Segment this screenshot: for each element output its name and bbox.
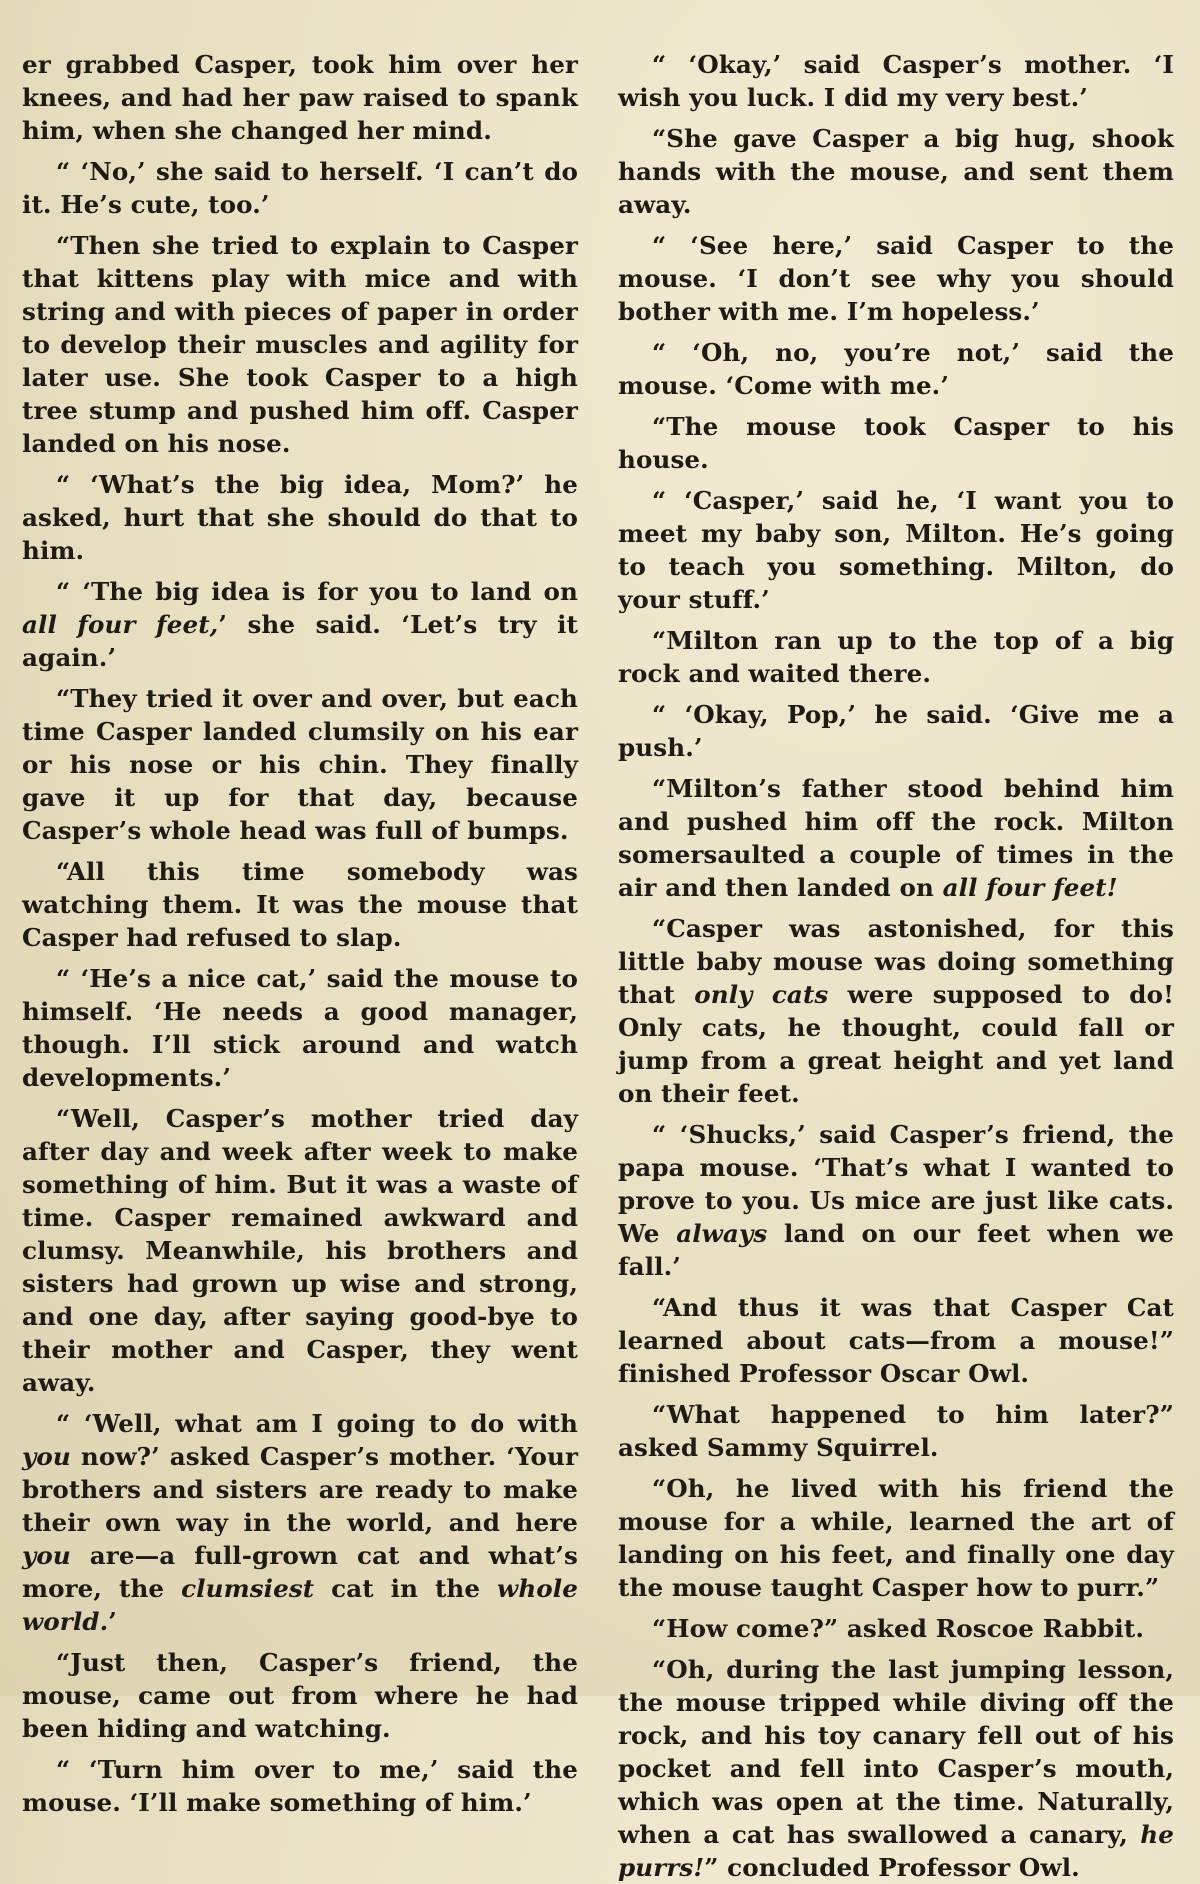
text-run: er grabbed Casper, took him over her knees, and had her paw raised to spank him, when she changed her mind.: [22, 50, 578, 145]
paragraph: [618, 1612, 1174, 1645]
paragraph: [618, 336, 1174, 402]
text-run: “Milton’s father stood behind him and pushed him off the rock. Milton somersaulted a couple of times in the air and then landed on: [618, 774, 1174, 902]
text-run: “ ‘Well, what am I going to do with: [56, 1409, 578, 1438]
text-run: now?’ asked Casper’s mother. ‘Your brothers and sisters are ready to make their own way in the world, and here: [22, 1442, 578, 1537]
text-run: “What happened to him later?” asked Sammy Squirrel.: [618, 1400, 1174, 1462]
italic-text: whole world.: [22, 1574, 578, 1636]
text-run: ’: [108, 1607, 117, 1636]
text-run: “ ‘What’s the big idea, Mom?’ he asked, hurt that she should do that to him.: [22, 470, 578, 565]
text-run: “ ‘Okay, Pop,’ he said. ‘Give me a push.’: [618, 700, 1174, 762]
paragraph: [618, 1653, 1174, 1884]
text-run: “Then she tried to explain to Casper that kittens play with mice and with string and with pieces of paper in order to develop their muscles and agility for later use. She took Casper to a high tree stump and pushed him off. Casper landed on his nose.: [22, 231, 578, 458]
italic-text: he purrs!: [618, 1820, 1174, 1882]
text-run: were supposed to do! Only cats, he thought, could fall or jump from a great height and yet land on their feet.: [618, 980, 1174, 1108]
text-run: “Milton ran up to the top of a big rock and waited there.: [618, 626, 1174, 688]
text-run: “Oh, he lived with his friend the mouse for a while, learned the art of landing on his feet, and finally one day the mouse taught Casper how to purr.”: [618, 1474, 1174, 1602]
text-run: “ ‘Oh, no, you’re not,’ said the mouse. ‘Come with me.’: [618, 338, 1174, 400]
text-run: cat in the: [314, 1574, 498, 1603]
paragraph: [618, 698, 1174, 764]
italic-text: all four feet,: [22, 610, 219, 639]
paragraph: [618, 772, 1174, 904]
text-run: ’ she said. ‘Let’s try it again.’: [22, 610, 578, 672]
italic-text: all four feet!: [942, 873, 1118, 902]
text-run: “ ‘No,’ she said to herself. ‘I can’t do it. He’s cute, too.’: [22, 157, 578, 219]
paragraph: [22, 682, 578, 847]
paragraph: [22, 468, 578, 567]
paragraph: [618, 229, 1174, 328]
text-run: “She gave Casper a big hug, shook hands with the mouse, and sent them away.: [618, 124, 1174, 219]
paragraph: [22, 575, 578, 674]
text-run: “Casper was astonished, for this little baby mouse was doing something that: [618, 914, 1174, 1009]
paragraph: [618, 1118, 1174, 1283]
paragraph: [22, 962, 578, 1094]
paragraph: [22, 1102, 578, 1399]
paragraph: [22, 855, 578, 954]
text-run: “ ‘Turn him over to me,’ said the mouse. ‘I’ll make something of him.’: [22, 1755, 578, 1817]
italic-text: you: [22, 1442, 71, 1471]
text-run: “ ‘The big idea is for you to land on: [56, 577, 578, 606]
italic-text: you: [22, 1541, 71, 1570]
text-run: “All this time somebody was watching them. It was the mouse that Casper had refused to slap.: [22, 857, 578, 952]
text-run: land on our feet when we fall.’: [618, 1219, 1175, 1281]
paragraph: [22, 155, 578, 221]
text-run: are—a full-grown cat and what’s more, the: [22, 1541, 578, 1603]
italic-text: only cats: [694, 980, 829, 1009]
paragraph: [618, 484, 1174, 616]
text-run: “And thus it was that Casper Cat learned about cats—from a mouse!” finished Professor Oscar Owl.: [618, 1293, 1174, 1388]
italic-text: clumsiest: [181, 1574, 315, 1603]
paragraph: [618, 48, 1174, 114]
text-run: “ ‘Casper,’ said he, ‘I want you to meet my baby son, Milton. He’s going to teach you something. Milton, do your stuff.’: [618, 486, 1174, 614]
paragraph: [618, 624, 1174, 690]
paragraph: [22, 1753, 578, 1819]
text-run: “ ‘Shucks,’ said Casper’s friend, the papa mouse. ‘That’s what I wanted to prove to you. Us mice are just like cats. We: [618, 1120, 1174, 1248]
paragraph: [618, 410, 1174, 476]
text-run: “Just then, Casper’s friend, the mouse, came out from where he had been hiding and watching.: [22, 1648, 578, 1743]
text-run: “How come?” asked Roscoe Rabbit.: [652, 1614, 1144, 1643]
paragraph: [618, 1291, 1174, 1390]
paragraph: [22, 229, 578, 460]
text-run: “ ‘See here,’ said Casper to the mouse. ‘I don’t see why you should bother with me. I’m hopeless.’: [618, 231, 1174, 326]
italic-text: always: [676, 1219, 768, 1248]
text-run: “ ‘Okay,’ said Casper’s mother. ‘I wish you luck. I did my very best.’: [618, 50, 1174, 112]
paragraph: [22, 1407, 578, 1638]
text-run: “The mouse took Casper to his house.: [618, 412, 1174, 474]
text-run: “Well, Casper’s mother tried day after day and week after week to make something of him. But it was a waste of time. Casper remained awkward and clumsy. Meanwhile, his brothers and sisters had grown up wise and strong, and one day, after saying good-bye to their mother and Casper, they went away.: [22, 1104, 578, 1397]
paragraph: [618, 1398, 1174, 1464]
right-column: [618, 48, 1175, 1882]
paragraph: [618, 1472, 1174, 1604]
text-run: “ ‘He’s a nice cat,’ said the mouse to himself. ‘He needs a good manager, though. I’ll stick around and watch developments.’: [22, 964, 578, 1092]
text-run: “They tried it over and over, but each time Casper landed clumsily on his ear or his nose or his chin. They finally gave it up for that day, because Casper’s whole head was full of bumps.: [22, 684, 578, 845]
paragraph: [22, 48, 578, 147]
text-run: ” concluded Professor Owl.: [704, 1853, 1080, 1882]
left-column: [22, 48, 578, 1817]
text-run: “Oh, during the last jumping lesson, the mouse tripped while diving off the rock, and his toy canary fell out of his pocket and fell into Casper’s mouth, which was open at the time. Naturally, when a cat has swallowed a canary,: [618, 1655, 1174, 1849]
paragraph: [618, 122, 1174, 221]
paragraph: [618, 912, 1174, 1110]
